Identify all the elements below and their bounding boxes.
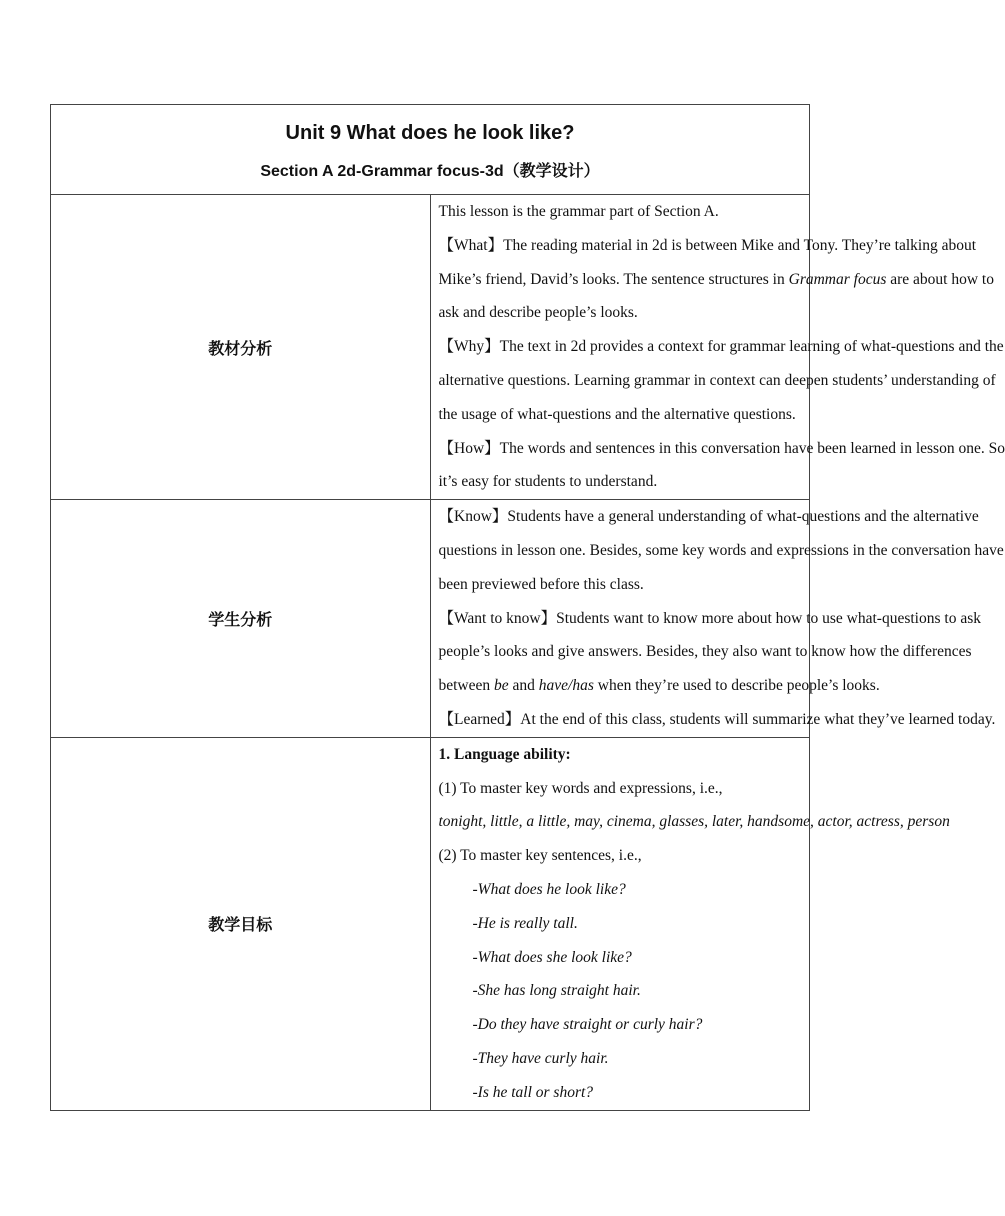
document-subtitle: Section A 2d-Grammar focus-3d（教学设计） <box>260 163 600 180</box>
text-line: the usage of what-questions and the alternative questions. <box>438 405 796 423</box>
text-line: 【Want to know】Students want to know more about how to use what-questions to ask <box>438 609 981 627</box>
section-label: 教材分析 <box>51 195 431 500</box>
key-sentence: -They have curly hair. <box>472 1049 609 1067</box>
text-span: and <box>508 677 539 695</box>
text-line: 【How】The words and sentences in this conversation have been learned in lesson one. So <box>438 439 1005 457</box>
key-sentence: -She has long straight hair. <box>472 982 641 1000</box>
lesson-plan-table <box>50 104 1005 1111</box>
text-line: alternative questions. Learning grammar in context can deepen students’ understanding of <box>438 371 996 389</box>
title-cell <box>51 105 810 195</box>
teaching-objectives-content <box>430 737 950 1110</box>
section-label: 学生分析 <box>51 500 431 738</box>
key-sentence: -He is really tall. <box>472 914 578 932</box>
key-sentence: -Is he tall or short? <box>472 1083 594 1101</box>
title-row <box>51 105 810 195</box>
text-line: people’s looks and give answers. Besides, they also want to know how the differences <box>438 643 972 661</box>
text-line: questions in lesson one. Besides, some key words and expressions in the conversation have <box>438 541 1004 559</box>
objective-item: (2) To master key sentences, i.e., <box>438 847 642 865</box>
text-line: been previewed before this class. <box>438 575 644 593</box>
teaching-objectives-row <box>51 737 810 1110</box>
text-span: between <box>438 677 495 695</box>
textbook-analysis-content <box>430 195 1005 500</box>
text-span: are about how to <box>886 270 994 288</box>
text-line: This lesson is the grammar part of Section A. <box>438 203 719 220</box>
objective-item: (1) To master key words and expressions, i.e., <box>438 779 723 797</box>
text-line: ask and describe people’s looks. <box>438 304 638 322</box>
textbook-analysis-row <box>51 195 810 500</box>
document-title: Unit 9 What does he look like? <box>285 122 575 144</box>
text-span: Mike’s friend, David’s looks. The sentence structures in <box>438 270 789 288</box>
italic-term: have/has <box>538 677 594 695</box>
italic-term: be <box>494 677 509 695</box>
text-line: 【Know】Students have a general understanding of what-questions and the alternative <box>438 508 979 526</box>
key-sentence: -What does he look like? <box>472 880 626 898</box>
key-words: tonight, little, a little, may, cinema, glasses, later, handsome, actor, actress, person <box>438 813 950 831</box>
text-line: 【What】The reading material in 2d is between Mike and Tony. They’re talking about <box>438 236 977 254</box>
section-label: 教学目标 <box>51 737 431 1110</box>
student-analysis-row <box>51 500 810 738</box>
text-line: 【Learned】At the end of this class, students will summarize what they’ve learned today. <box>438 710 996 728</box>
text-line: it’s easy for students to understand. <box>438 473 658 491</box>
text-span: when they’re used to describe people’s looks. <box>593 677 880 695</box>
text-line <box>438 263 994 297</box>
student-analysis-content <box>430 500 1004 738</box>
objective-heading: 1. Language ability: <box>438 745 571 763</box>
italic-term: Grammar focus <box>788 270 887 288</box>
text-line: 【Why】The text in 2d provides a context for grammar learning of what-questions and the <box>438 338 1004 356</box>
key-sentence: -Do they have straight or curly hair? <box>472 1016 703 1034</box>
key-sentence: -What does she look like? <box>472 948 632 966</box>
text-line <box>438 669 880 703</box>
